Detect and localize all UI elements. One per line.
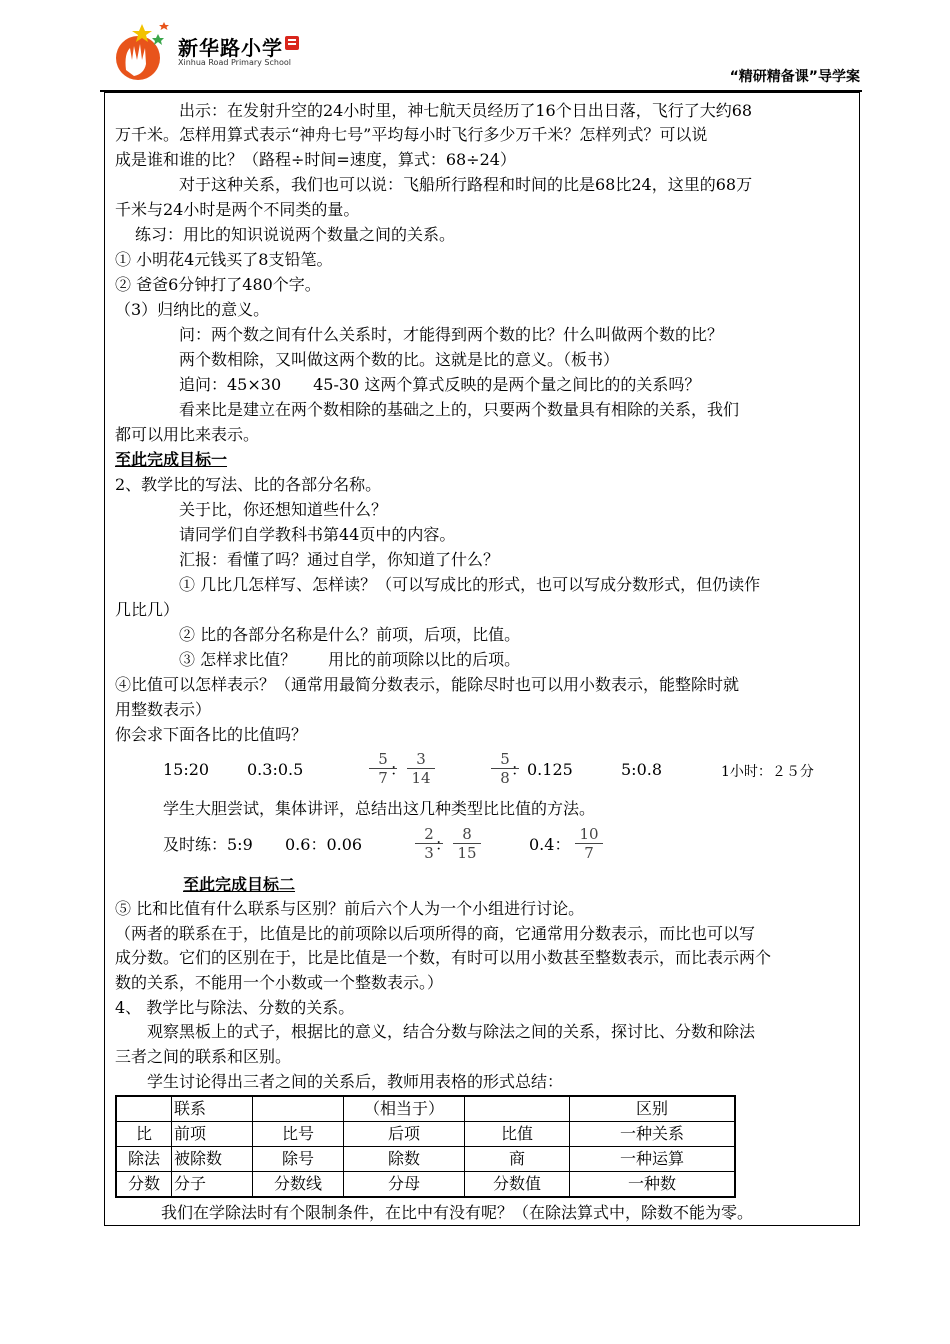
text-line: 成分数。它们的区别在于，比是比值是一个数，有时可以用小数甚至整数表示，而比表示两个 [115, 948, 772, 967]
text-line: （3）归纳比的意义。 [115, 300, 270, 319]
table-cell [465, 1096, 570, 1122]
ratio-item: 5:0.8 [621, 760, 663, 779]
table-cell: 除数 [344, 1147, 465, 1172]
text-line: 汇报：看懂了吗？通过自学，你知道了什么？ [179, 550, 500, 569]
table-cell: 前项 [172, 1122, 253, 1147]
table-cell: 除法 [116, 1147, 172, 1172]
fraction: $\frac{8}{15}$ [453, 825, 481, 862]
table-cell: （相当于） [344, 1096, 465, 1122]
table-cell: 商 [465, 1147, 570, 1172]
text-line: 数的关系，不能用一个小数或一个整数表示。） [115, 973, 444, 992]
table-cell: 比 [116, 1122, 172, 1147]
table-row [116, 1122, 735, 1147]
ratio-item: 1小时：２５分 [721, 764, 814, 780]
school-name: 新华路小学 [178, 36, 283, 60]
text-line: ② 爸爸6分钟打了480个字。 [115, 275, 321, 294]
text-line: ① 小明花4元钱买了8支铅笔。 [115, 250, 333, 269]
text-line: 2、教学比的写法、比的各部分名称。 [115, 475, 382, 494]
text-line: 三者之间的联系和区别。 [115, 1047, 292, 1066]
text-line: 几比几） [115, 600, 180, 619]
text-line: 千米与24小时是两个不同类的量。 [115, 200, 360, 219]
text-line: 万千米。怎样用算式表示“神舟七号”平均每小时飞行多少万千米？怎样列式？可以说 [115, 125, 708, 144]
table-cell: 后项 [344, 1122, 465, 1147]
text-line: ① 几比几怎样写、怎样读？（可以写成比的形式，也可以写成分数形式，但仍读作 [179, 575, 761, 594]
text-line: 对于这种关系，我们也可以说：飞船所行路程和时间的比是68比24，这里的68万 [179, 175, 753, 194]
school-name-en: Xinhua Road Primary School [178, 58, 291, 67]
fraction: $\frac{5}{7}$ [369, 750, 397, 787]
table-cell: 区别 [570, 1096, 736, 1122]
content-box [104, 92, 860, 1226]
school-logo-icon [112, 20, 172, 84]
text-line: （两者的联系在于，比值是比的前项除以后项所得的商，它通常用分数表示，而比也可以写 [115, 924, 756, 943]
text-line: ④比值可以怎样表示？（通常用最简分数表示，能除尽时也可以用小数表示，能整除时就 [115, 675, 740, 694]
practice-item: 0.4： [529, 835, 571, 854]
ratio-item: 15:20 [163, 760, 210, 779]
text-line: 成是谁和谁的比？（路程÷时间=速度，算式：68÷24） [115, 150, 516, 169]
ratio-colon: ： [435, 835, 452, 854]
fraction: $\frac{10}{7}$ [575, 825, 603, 862]
text-line: 我们在学除法时有个限制条件，在比中有没有呢？（在除法算式中，除数不能为零。 [161, 1203, 754, 1222]
practice-item: 0.6：0.06 [285, 835, 363, 854]
text-line: 追问：45×30 45-30 这两个算式反映的是两个量之间比的的关系吗？ [179, 375, 701, 394]
text-line: 观察黑板上的式子，根据比的意义，结合分数与除法之间的关系，探讨比、分数和除法 [147, 1022, 756, 1041]
practice-label: 及时练：5:9 [163, 835, 253, 854]
text-line: 学生大胆尝试，集体讲评，总结出这几种类型比比值的方法。 [163, 799, 596, 818]
fraction: $\frac{5}{8}$ [491, 750, 519, 787]
text-line: 都可以用比来表示。 [115, 425, 260, 444]
text-line: 问：两个数之间有什么关系时，才能得到两个数的比？什么叫做两个数的比？ [179, 325, 724, 344]
ratio-item: ：0.125 [511, 760, 573, 779]
text-line: 请同学们自学教科书第44页中的内容。 [179, 525, 456, 544]
text-line: ③ 怎样求比值？ 用比的前项除以比的后项。 [179, 650, 521, 669]
table-cell [253, 1096, 344, 1122]
fraction: $\frac{2}{3}$ [415, 825, 443, 862]
relation-table [115, 1095, 736, 1198]
table-cell: 分数 [116, 1172, 172, 1198]
table-cell: 比号 [253, 1122, 344, 1147]
document-title: “精研精备课”导学案 [729, 69, 860, 85]
fraction: $\frac{3}{14}$ [407, 750, 435, 787]
text-line: 4、 教学比与除法、分数的关系。 [115, 998, 355, 1017]
ratio-colon: ： [390, 760, 407, 779]
text-line: 你会求下面各比的比值吗？ [115, 725, 308, 744]
table-cell: 一种运算 [570, 1147, 736, 1172]
text-line: ② 比的各部分名称是什么？前项，后项，比值。 [179, 625, 521, 644]
table-cell: 一种关系 [570, 1122, 736, 1147]
text-line: ⑤ 比和比值有什么联系与区别？前后六个人为一个小组进行讨论。 [115, 899, 585, 918]
table-cell: 分母 [344, 1172, 465, 1198]
table-cell: 分数线 [253, 1172, 344, 1198]
table-cell [116, 1096, 172, 1122]
table-cell: 联系 [172, 1096, 253, 1122]
table-row [116, 1147, 735, 1172]
table-cell: 分子 [172, 1172, 253, 1198]
table-cell: 分数值 [465, 1172, 570, 1198]
text-line: 关于比，你还想知道些什么？ [179, 500, 388, 519]
text-line: 出示：在发射升空的24小时里，神七航天员经历了16个日出日落，飞行了大约68 [179, 101, 753, 120]
table-cell: 比值 [465, 1122, 570, 1147]
goal-one-heading: 至此完成目标一 [115, 450, 228, 469]
table-cell: 除号 [253, 1147, 344, 1172]
table-header-row [116, 1096, 735, 1122]
text-line: 两个数相除，又叫做这两个数的比。这就是比的意义。（板书） [179, 350, 620, 369]
table-cell: 一种数 [570, 1172, 736, 1198]
page-header [100, 18, 862, 88]
text-line: 学生讨论得出三者之间的关系后，教师用表格的形式总结： [147, 1072, 564, 1091]
text-line: 用整数表示） [115, 700, 212, 719]
goal-two-heading: 至此完成目标二 [183, 875, 296, 894]
text-line: 练习：用比的知识说说两个数量之间的关系。 [135, 225, 456, 244]
text-line: 看来比是建立在两个数相除的基础之上的，只要两个数量具有相除的关系，我们 [179, 400, 740, 419]
table-row [116, 1172, 735, 1198]
ratio-item: 0.3:0.5 [247, 760, 304, 779]
school-seal-icon [284, 35, 300, 51]
table-cell: 被除数 [172, 1147, 253, 1172]
